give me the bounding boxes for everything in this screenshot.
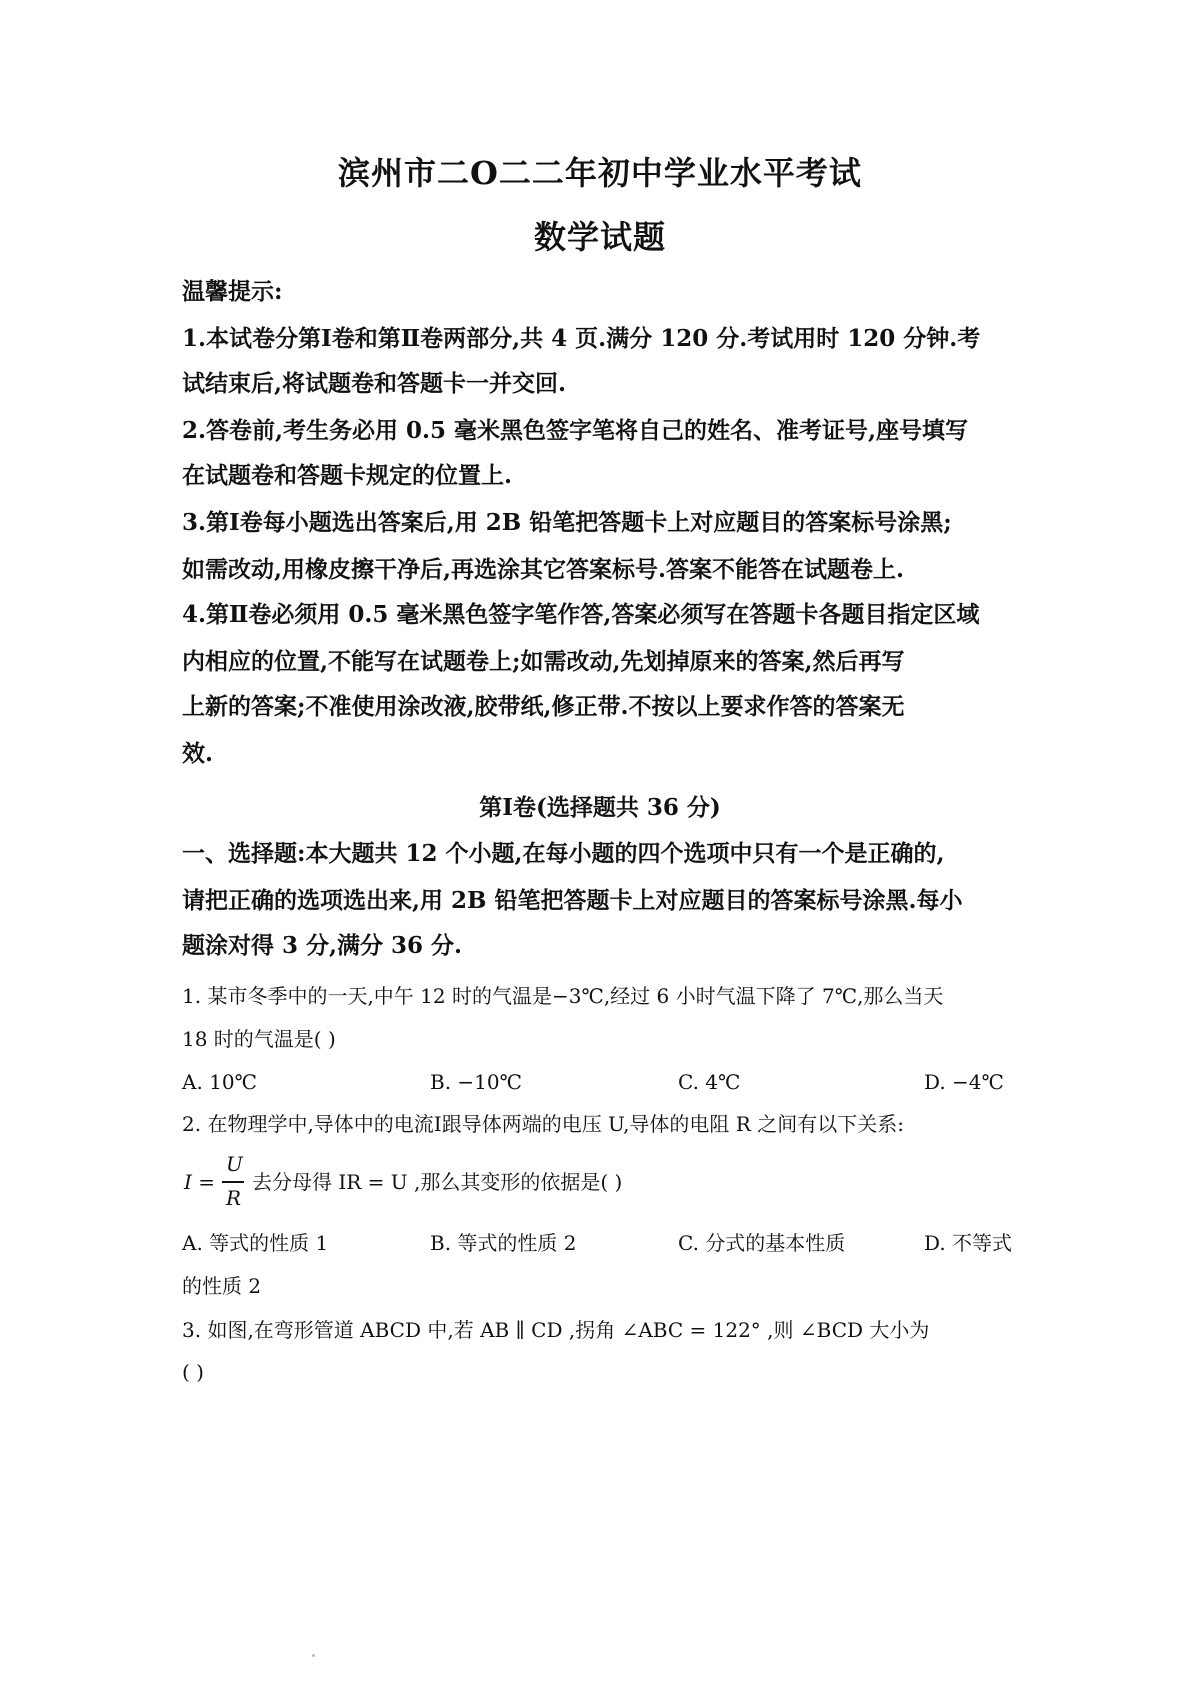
- question-2-text: 2. 在物理学中,导体中的电流Ⅰ跟导体两端的电压 U,导体的电阻 R 之间有以下关系:: [182, 1112, 904, 1136]
- section-intro-line: 题涂对得 3 分,满分 36 分.: [182, 932, 463, 959]
- notice-line: 2.答卷前,考生务必用 0.5 毫米黑色签字笔将自己的姓名、准考证号,座号填写: [182, 417, 969, 444]
- notice-line: 如需改动,用橡皮擦干净后,再选涂其它答案标号.答案不能答在试题卷上.: [182, 556, 905, 583]
- question-1-option-c: C. 4℃: [678, 1070, 741, 1094]
- notice-heading: 温馨提示:: [182, 278, 283, 305]
- question-1-option-b: B. −10℃: [430, 1070, 522, 1094]
- question-2-option-wrap: 的性质 2: [182, 1274, 262, 1298]
- notice-line: 4.第Ⅱ卷必须用 0.5 毫米黑色签字笔作答,答案必须写在答题卡各题目指定区域: [182, 601, 980, 628]
- scan-speck: [312, 1654, 315, 1657]
- notice-line: 试结束后,将试题卷和答题卡一并交回.: [182, 370, 567, 397]
- question-2-option-a: A. 等式的性质 1: [182, 1231, 329, 1255]
- notice-line: 内相应的位置,不能写在试题卷上;如需改动,先划掉原来的答案,然后再写: [182, 648, 905, 675]
- formula-denominator: R: [226, 1186, 242, 1210]
- question-2-option-c: C. 分式的基本性质: [678, 1231, 846, 1255]
- question-2-formula-text: 去分母得 IR = U ,那么其变形的依据是( ): [252, 1170, 623, 1194]
- question-1-option-d: D. −4℃: [924, 1070, 1004, 1094]
- exam-subtitle: 数学试题: [533, 218, 666, 256]
- question-3-text: ( ): [182, 1360, 204, 1384]
- question-1-text: 18 时的气温是( ): [182, 1027, 336, 1051]
- notice-line: 上新的答案;不准使用涂改液,胶带纸,修正带.不按以上要求作答的答案无: [182, 693, 905, 720]
- section-intro-line: 请把正确的选项选出来,用 2B 铅笔把答题卡上对应题目的答案标号涂黑.每小: [182, 887, 963, 914]
- fraction-bar: [222, 1181, 244, 1183]
- question-1-text: 1. 某市冬季中的一天,中午 12 时的气温是−3℃,经过 6 小时气温下降了 7℃,那么当天: [182, 984, 944, 1008]
- notice-line: 效.: [182, 740, 214, 767]
- exam-title: 滨州市二O二二年初中学业水平考试: [338, 154, 862, 192]
- notice-line: 3.第Ⅰ卷每小题选出答案后,用 2B 铅笔把答题卡上对应题目的答案标号涂黑;: [182, 509, 952, 536]
- formula-lhs: I =: [184, 1170, 216, 1194]
- section-intro-line: 一、选择题:本大题共 12 个小题,在每小题的四个选项中只有一个是正确的,: [182, 840, 945, 867]
- question-1-option-a: A. 10℃: [182, 1070, 257, 1094]
- formula-numerator: U: [226, 1152, 243, 1176]
- question-2-option-b: B. 等式的性质 2: [430, 1231, 577, 1255]
- notice-line: 在试题卷和答题卡规定的位置上.: [182, 462, 513, 489]
- question-3-text: 3. 如图,在弯形管道 ABCD 中,若 AB ∥ CD ,拐角 ∠ABC = 122° ,则 ∠BCD 大小为: [182, 1318, 930, 1342]
- section-title: 第Ⅰ卷(选择题共 36 分): [479, 794, 721, 821]
- question-2-option-d: D. 不等式: [924, 1231, 1013, 1255]
- notice-line: 1.本试卷分第Ⅰ卷和第Ⅱ卷两部分,共 4 页.满分 120 分.考试用时 120 分钟.考: [182, 325, 981, 352]
